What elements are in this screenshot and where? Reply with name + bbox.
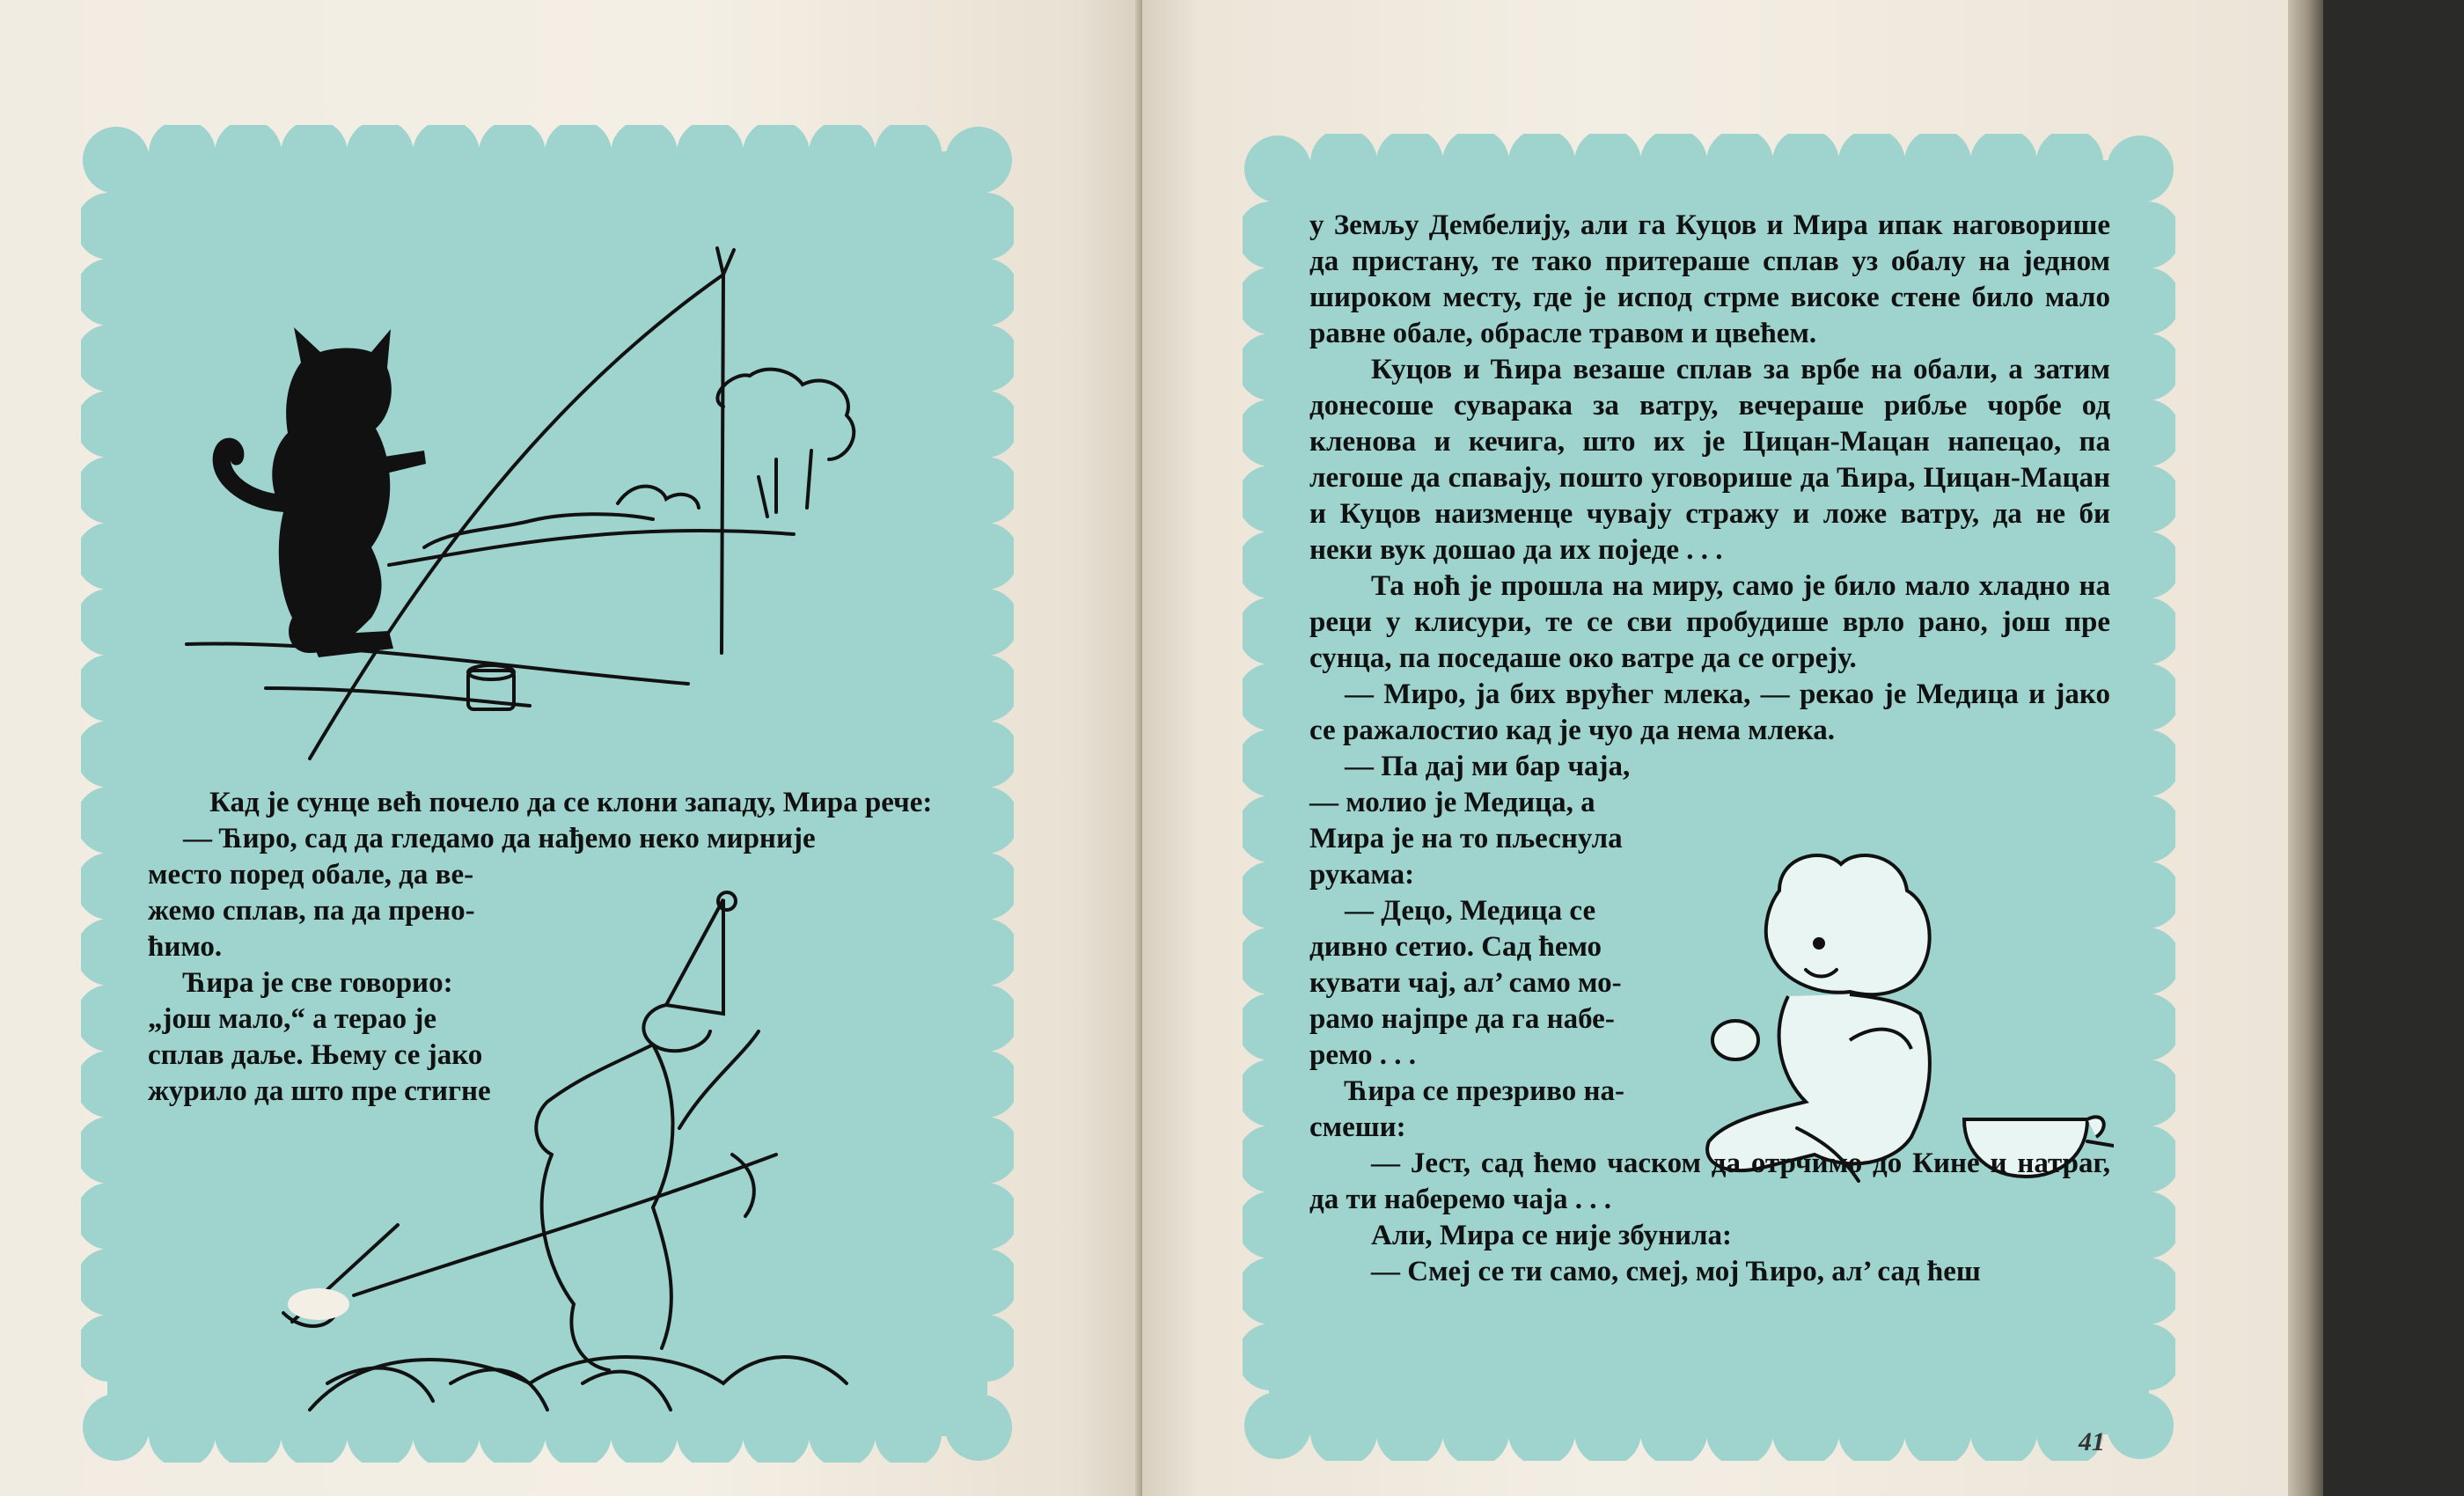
paragraph: Кад је сунце већ почело да се клони западу, Мира рече: [209,787,933,818]
left-page [0,0,1142,1496]
text-line: — Па дај ми бар чаја, [1345,751,1631,782]
left-scalloped-panel [81,125,1014,1463]
right-text-block [1309,208,2110,1290]
right-scalloped-panel [1243,134,2175,1461]
paragraph: — Ћиро, сад да гледамо да нађемо неко мирније [183,823,816,854]
text-line: кувати чај, ал’ само мо- [1309,967,1622,999]
page-number: 41 [2079,1427,2105,1456]
narrow-column [1309,749,1670,1146]
text-line: Мира је на то пљеснула [1309,823,1623,854]
text-line: ћимо. [148,931,223,963]
text-line: журило да што пре стигне [148,1075,491,1107]
paragraph: у Земљу Дембелију, али га Куцов и Мира ипак наговорише да пристану, те тако притераше сплав уз обалу на једном широком месту, где је испод стрме високе стене било мало равне обале, обрасле травом и цвећем. [1309,209,2110,349]
paragraph: — Јест, сад ћемо часком да отрчимо до Кине и натраг, да ти наберемо чаја . . . [1309,1148,2110,1215]
text-line: рукама: [1309,859,1415,891]
text-line: жемо сплав, па да прено- [148,895,475,927]
paragraph: — Миро, ја бих врућег млека, — рекао је Медица и јако се ражалостио кад је чуо да нема млека. [1309,678,2110,746]
text-line: — Децо, Медица се [1345,895,1596,927]
text-line: ремо . . . [1309,1039,1417,1071]
paragraph: Куцов и Ћира везаше сплав за врбе на обали, а затим донесоше суварака за ватру, вечераше рибље чорбе од кленова и кечига, што их је Цицан-Мацан напецао, па легоше да спавају, пошто уговорише да Ћира, Цицан-Мацан и Куцов наизменце чувају стражу и ложе ватру, да не би неки вук дошао да их поједе . . . [1309,354,2110,566]
cat-fishing-illustration [160,195,917,829]
text-line: — молио је Медица, а [1309,787,1595,818]
text-line: „још мало,“ а терао је [148,1003,437,1035]
text-line: рамо најпре да га набе- [1309,1003,1615,1035]
book-page-edges [2288,0,2323,1496]
right-page [1142,0,2288,1496]
text-line: сплав даље. Њему се јако [148,1039,483,1071]
text-line: Ћира се презриво на- [1345,1075,1624,1107]
text-line: смеши: [1309,1111,1406,1143]
text-line: Ћира је све говорио: [183,967,453,999]
text-line: дивно сетио. Сад ћемо [1309,931,1602,963]
left-text-block [148,785,975,1110]
text-line: место поред обале, да ве- [148,859,474,891]
paragraph: Али, Мира се није збунила: [1371,1220,1733,1251]
paragraph: Та ноћ је прошла на миру, само је било мало хладно на реци у клисури, те се сви пробудише врло рано, још пре сунца, па поседаше око ватре да се огреју. [1309,570,2110,674]
narrow-column [148,857,553,1110]
paragraph: — Смеј се ти само, смеј, мој Ћиро, ал’ сад ћеш [1371,1256,1981,1287]
